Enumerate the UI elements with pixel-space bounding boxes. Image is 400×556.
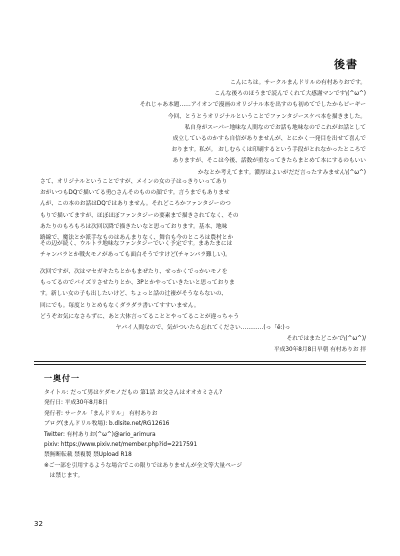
text-line: んが、この本のお話はDQではありません。それどころかファンタジーのつ: [40, 201, 231, 208]
afterword-paragraph-3: [40, 239, 366, 356]
afterword-paragraph-1: [40, 78, 366, 179]
afterword-paragraph-2: [40, 177, 366, 244]
page-number: 32: [34, 520, 43, 528]
colophon-blog-line: ブログ(まんドリル牧場): b.dlsite.net/RG12616: [44, 421, 170, 428]
colophon-prohibition-line: 禁無断転載 禁複製 禁Upload R18: [44, 452, 132, 459]
text-line: かなとか考えてます。濃厚はよいがだだ言ったすみません\(^ω^): [197, 169, 366, 176]
text-line: もってるのでパイズリさせたりとか、3Pとかやっていきたいと思っておりま: [40, 280, 235, 287]
text-line: 私自身がスーパー地味な人間なのでお話も地味なのでこれがお話として: [184, 124, 366, 131]
colophon-notice-line: ※ご一部を引用するような場合でこの限りではありませんが全文等大量ページ: [44, 462, 243, 469]
colophon-date-line: 発行日: 平成30年8月8日: [44, 400, 108, 407]
text-line: チャンバラとか戦火モノがあっても面白そうですけど(チャンバラ難しい)。: [40, 252, 231, 259]
text-line: こんな後ろのほうまで読んでくれて大感謝マンです\(^ω^): [214, 91, 366, 98]
text-line: それじゃあ本題……アイオンで漫画のオリジナル本を出すのも初めてでしたからビーギー: [139, 102, 366, 109]
text-line: 路線で、魔法とか派手なものはあんまりなく、舞台も今のところは農村とか: [40, 234, 234, 241]
colophon-pixiv-line: pixiv: https://www.pixiv.net/member.php?id=2217591: [44, 441, 198, 448]
divider: [34, 364, 366, 365]
colophon-notice-line: は禁じます。: [44, 473, 84, 480]
text-line: 次回ですが、次はマセガキたちとかもまぜたり、せっかくでっかいモノを: [40, 268, 228, 275]
colophon: [44, 388, 362, 482]
text-line: その辺が続く、ウルトラ地味なファンタジーでいく予定です。まあたまには: [40, 241, 233, 247]
text-line: ヤバイ人間なので、気がついたら忘れてください…………(っ「ё:)っ: [115, 324, 291, 331]
signature: 平成30年8月8日早朝 有村ありお 拝: [273, 347, 366, 354]
text-line: す。新しい女の子も出したいけど、ちょっと話の辻褄がそうならないの、: [40, 291, 228, 298]
text-line: おります。私が。 おしむらくは印刷するという手段がとれなかったところで: [171, 147, 366, 154]
text-line: さて、オリジナルということですが、メインの女の子はっきりいってあり: [40, 179, 228, 185]
colophon-twitter-line: Twitter: 有村ありお(^ω^)@ario_arimura: [44, 431, 156, 438]
colophon-title: 一奥付一: [44, 374, 80, 383]
colophon-publisher-line: 発行者: サークル「まんドリル」 有村ありお: [44, 410, 158, 417]
text-line: 回にでも。毎度とりとめもなくダラダラ書いてすすいません。: [40, 302, 200, 309]
text-line: おがいつもDQで描いてる勇○さんそのものの顔です。言うまでもありませ: [40, 190, 230, 197]
closing-line: それではまたどこかで\(^ω^)/: [286, 336, 366, 343]
text-line: あたりのもろもろは次回以降で描きたいなと思っております。基本、地味: [40, 223, 228, 230]
afterword-title: 後書: [334, 58, 358, 71]
text-line: ありますが、そこは今後、話数が重なってきたらまとめて本にするのもいい: [172, 158, 366, 165]
text-line: どうぞお気になさらずに、あと大体言ってることとやってることが違っちゃう: [40, 313, 240, 320]
text-line: 今回、とうとうオリジナルということでファンタジースケベ本を描きました。: [167, 113, 366, 120]
text-line: もりで描いてますが、ほぼほぼファンタジーの要素まで描きされてなく、その: [40, 212, 239, 219]
divider: [34, 361, 366, 362]
text-line: こんにちは。サークルまんドリルの有村ありおです。: [230, 80, 366, 86]
text-line: 成立しているのかすら自信がありませんが、とにかく一発目を出せて喜んで: [172, 135, 366, 142]
colophon-title-line: タイトル: だって男はケダモノだもの 第1話 お父さんはオオカミさん?: [44, 390, 223, 396]
